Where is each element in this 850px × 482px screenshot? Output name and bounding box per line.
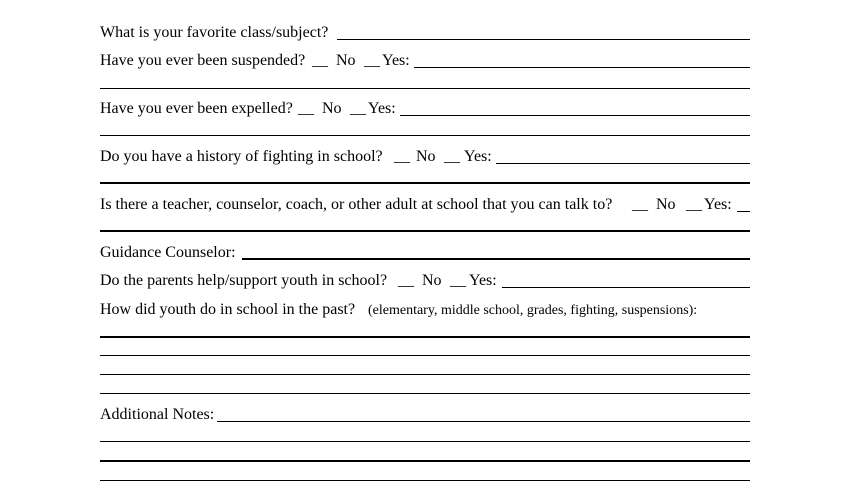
expelled-yes-blank[interactable]: __ — [350, 100, 366, 117]
past-school-line-1[interactable] — [100, 322, 750, 338]
expelled-no-blank[interactable]: __ — [298, 100, 314, 117]
suspended-yes-option: Yes: — [382, 52, 410, 69]
additional-notes-line-3[interactable] — [100, 446, 750, 462]
trusted-adult-yes-option: Yes: — [704, 196, 732, 213]
trusted-adult-no-blank[interactable]: __ — [632, 196, 648, 213]
suspended-no-option: No — [336, 52, 356, 69]
guidance-counselor-field[interactable] — [242, 244, 750, 260]
expelled-yes-option: Yes: — [368, 100, 396, 117]
additional-notes-label: Additional Notes: — [100, 406, 215, 423]
parents-support-no-option: No — [422, 272, 442, 289]
trusted-adult-label: Is there a teacher, counselor, coach, or other adult at school that you can talk to? — [100, 196, 613, 213]
expelled-details-field[interactable] — [400, 100, 750, 116]
favorite-subject-field[interactable] — [337, 24, 750, 40]
past-school-line-3[interactable] — [100, 359, 750, 375]
fighting-yes-option: Yes: — [464, 148, 492, 165]
parents-support-yes-blank[interactable]: __ — [450, 272, 466, 289]
suspended-details-field[interactable] — [414, 52, 750, 68]
suspended-label: Have you ever been suspended? — [100, 52, 306, 69]
parents-support-no-blank[interactable]: __ — [398, 272, 414, 289]
fighting-label: Do you have a history of fighting in school? — [100, 148, 383, 165]
suspended-details-line[interactable] — [100, 88, 750, 89]
guidance-counselor-label: Guidance Counselor: — [100, 244, 236, 261]
trusted-adult-details-field[interactable] — [737, 196, 750, 212]
expelled-label: Have you ever been expelled? — [100, 100, 293, 117]
favorite-subject-label: What is your favorite class/subject? — [100, 24, 329, 41]
parents-support-details-field[interactable] — [502, 272, 750, 288]
expelled-no-option: No — [322, 100, 342, 117]
fighting-yes-blank[interactable]: __ — [444, 148, 460, 165]
expelled-details-line[interactable] — [100, 135, 750, 136]
past-school-label: How did youth do in school in the past? — [100, 301, 356, 318]
parents-support-label: Do the parents help/support youth in school? — [100, 272, 388, 289]
fighting-details-field[interactable] — [496, 148, 750, 164]
fighting-no-blank[interactable]: __ — [394, 148, 410, 165]
fighting-details-line[interactable] — [100, 182, 750, 184]
trusted-adult-yes-blank[interactable]: __ — [686, 196, 702, 213]
past-school-hint: (elementary, middle school, grades, fighting, suspensions): — [368, 303, 698, 318]
additional-notes-line-1[interactable] — [217, 406, 750, 422]
past-school-line-4[interactable] — [100, 378, 750, 394]
trusted-adult-no-option: No — [656, 196, 676, 213]
past-school-line-2[interactable] — [100, 340, 750, 356]
additional-notes-line-2[interactable] — [100, 426, 750, 442]
trusted-adult-details-line[interactable] — [100, 230, 750, 232]
suspended-no-blank[interactable]: __ — [312, 52, 328, 69]
parents-support-yes-option: Yes: — [469, 272, 497, 289]
additional-notes-line-4[interactable] — [100, 465, 750, 481]
fighting-no-option: No — [416, 148, 436, 165]
suspended-yes-blank[interactable]: __ — [364, 52, 380, 69]
